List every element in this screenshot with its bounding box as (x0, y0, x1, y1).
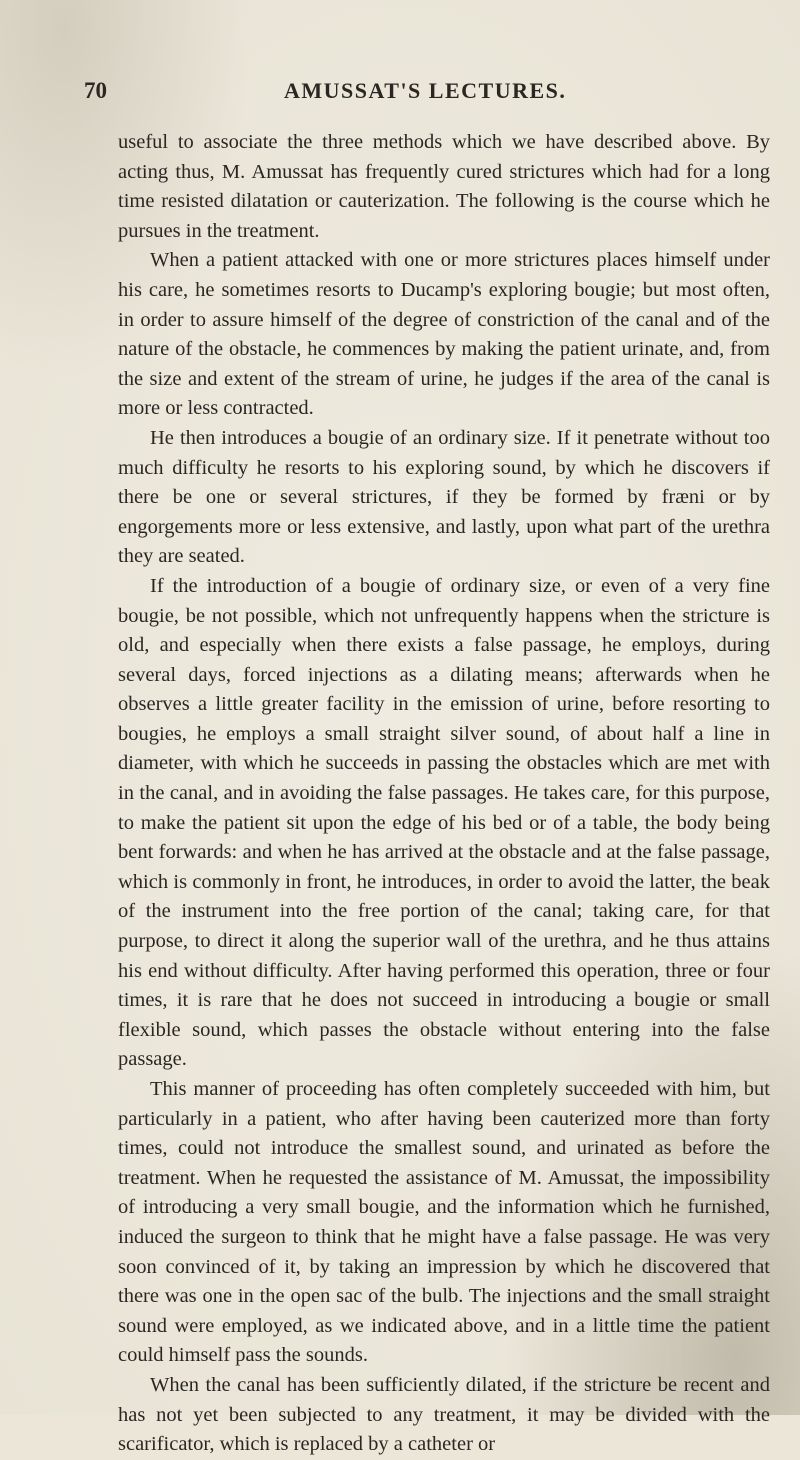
paragraph: If the introduction of a bougie of ordinary size, or even of a very fine bougie, be not possible, which not unfrequently happens when the stricture is old, and especially when there exists a false passage, he employs, during several days, forced injections as a dilating means; afterwards when he observes a little greater facility in the emission of urine, before resorting to bougies, he employs a small straight silver sound, of about half a line in diameter, with which he succeeds in passing the obstacles which are met with in the canal, and in avoiding the false passages. He takes care, for this purpose, to make the patient sit upon the edge of his bed or of a table, the body being bent forwards: and when he has arrived at the obstacle and at the false passage, which is commonly in front, he introduces, in order to avoid the latter, the beak of the instrument into the free portion of the canal; taking care, for that purpose, to direct it along the superior wall of the urethra, and he thus attains his end without difficulty. After having performed this operation, three or four times, it is rare that he does not succeed in introducing a bougie or small flexible sound, which passes the obstacle without entering into the false passage. (118, 574, 770, 1071)
paragraph: useful to associate the three methods which we have described above. By acting thus, M. Amussat has frequently cured strictures which had for a long time resisted dilatation or cauterization. The following is the course which he pursues in the treatment. (118, 131, 770, 242)
body-text (118, 128, 770, 1460)
page-number: 70 (84, 78, 107, 103)
paragraph: This manner of proceeding has often completely succeeded with him, but particularly in a patient, who after having been cauterized more than forty times, could not introduce the smallest sound, and urinated as before the treatment. When he requested the assistance of M. Amussat, the impossibility of introducing a very small bougie, and the information which he furnished, induced the surgeon to think that he might have a false passage. He was very soon convinced of it, by taking an impression by which he discovered that there was one in the open sac of the bulb. The injections and the small straight sound were employed, as we indicated above, and in a little time the patient could himself pass the sounds. (118, 1078, 770, 1367)
page-header (84, 78, 740, 114)
paragraph: When the canal has been sufficiently dilated, if the stricture be recent and has not yet been subjected to any treatment, it may be divided with the scarificator, which is replaced by a catheter or (118, 1373, 770, 1456)
paragraph: When a patient attacked with one or more strictures places himself under his care, he sometimes resorts to Ducamp's exploring bougie; but most often, in order to assure himself of the degree of constriction of the canal and of the nature of the obstacle, he commences by making the patient urinate, and, from the size and extent of the stream of urine, he judges if the area of the canal is more or less contracted. (118, 249, 770, 420)
running-head: AMUSSAT'S LECTURES. (284, 78, 567, 103)
paragraph: He then introduces a bougie of an ordinary size. If it penetrate without too much difficulty he resorts to his exploring sound, by which he discovers if there be one or several strictures, if they be formed by fræni or by engorgements more or less extensive, and lastly, upon what part of the urethra they are seated. (118, 426, 770, 568)
